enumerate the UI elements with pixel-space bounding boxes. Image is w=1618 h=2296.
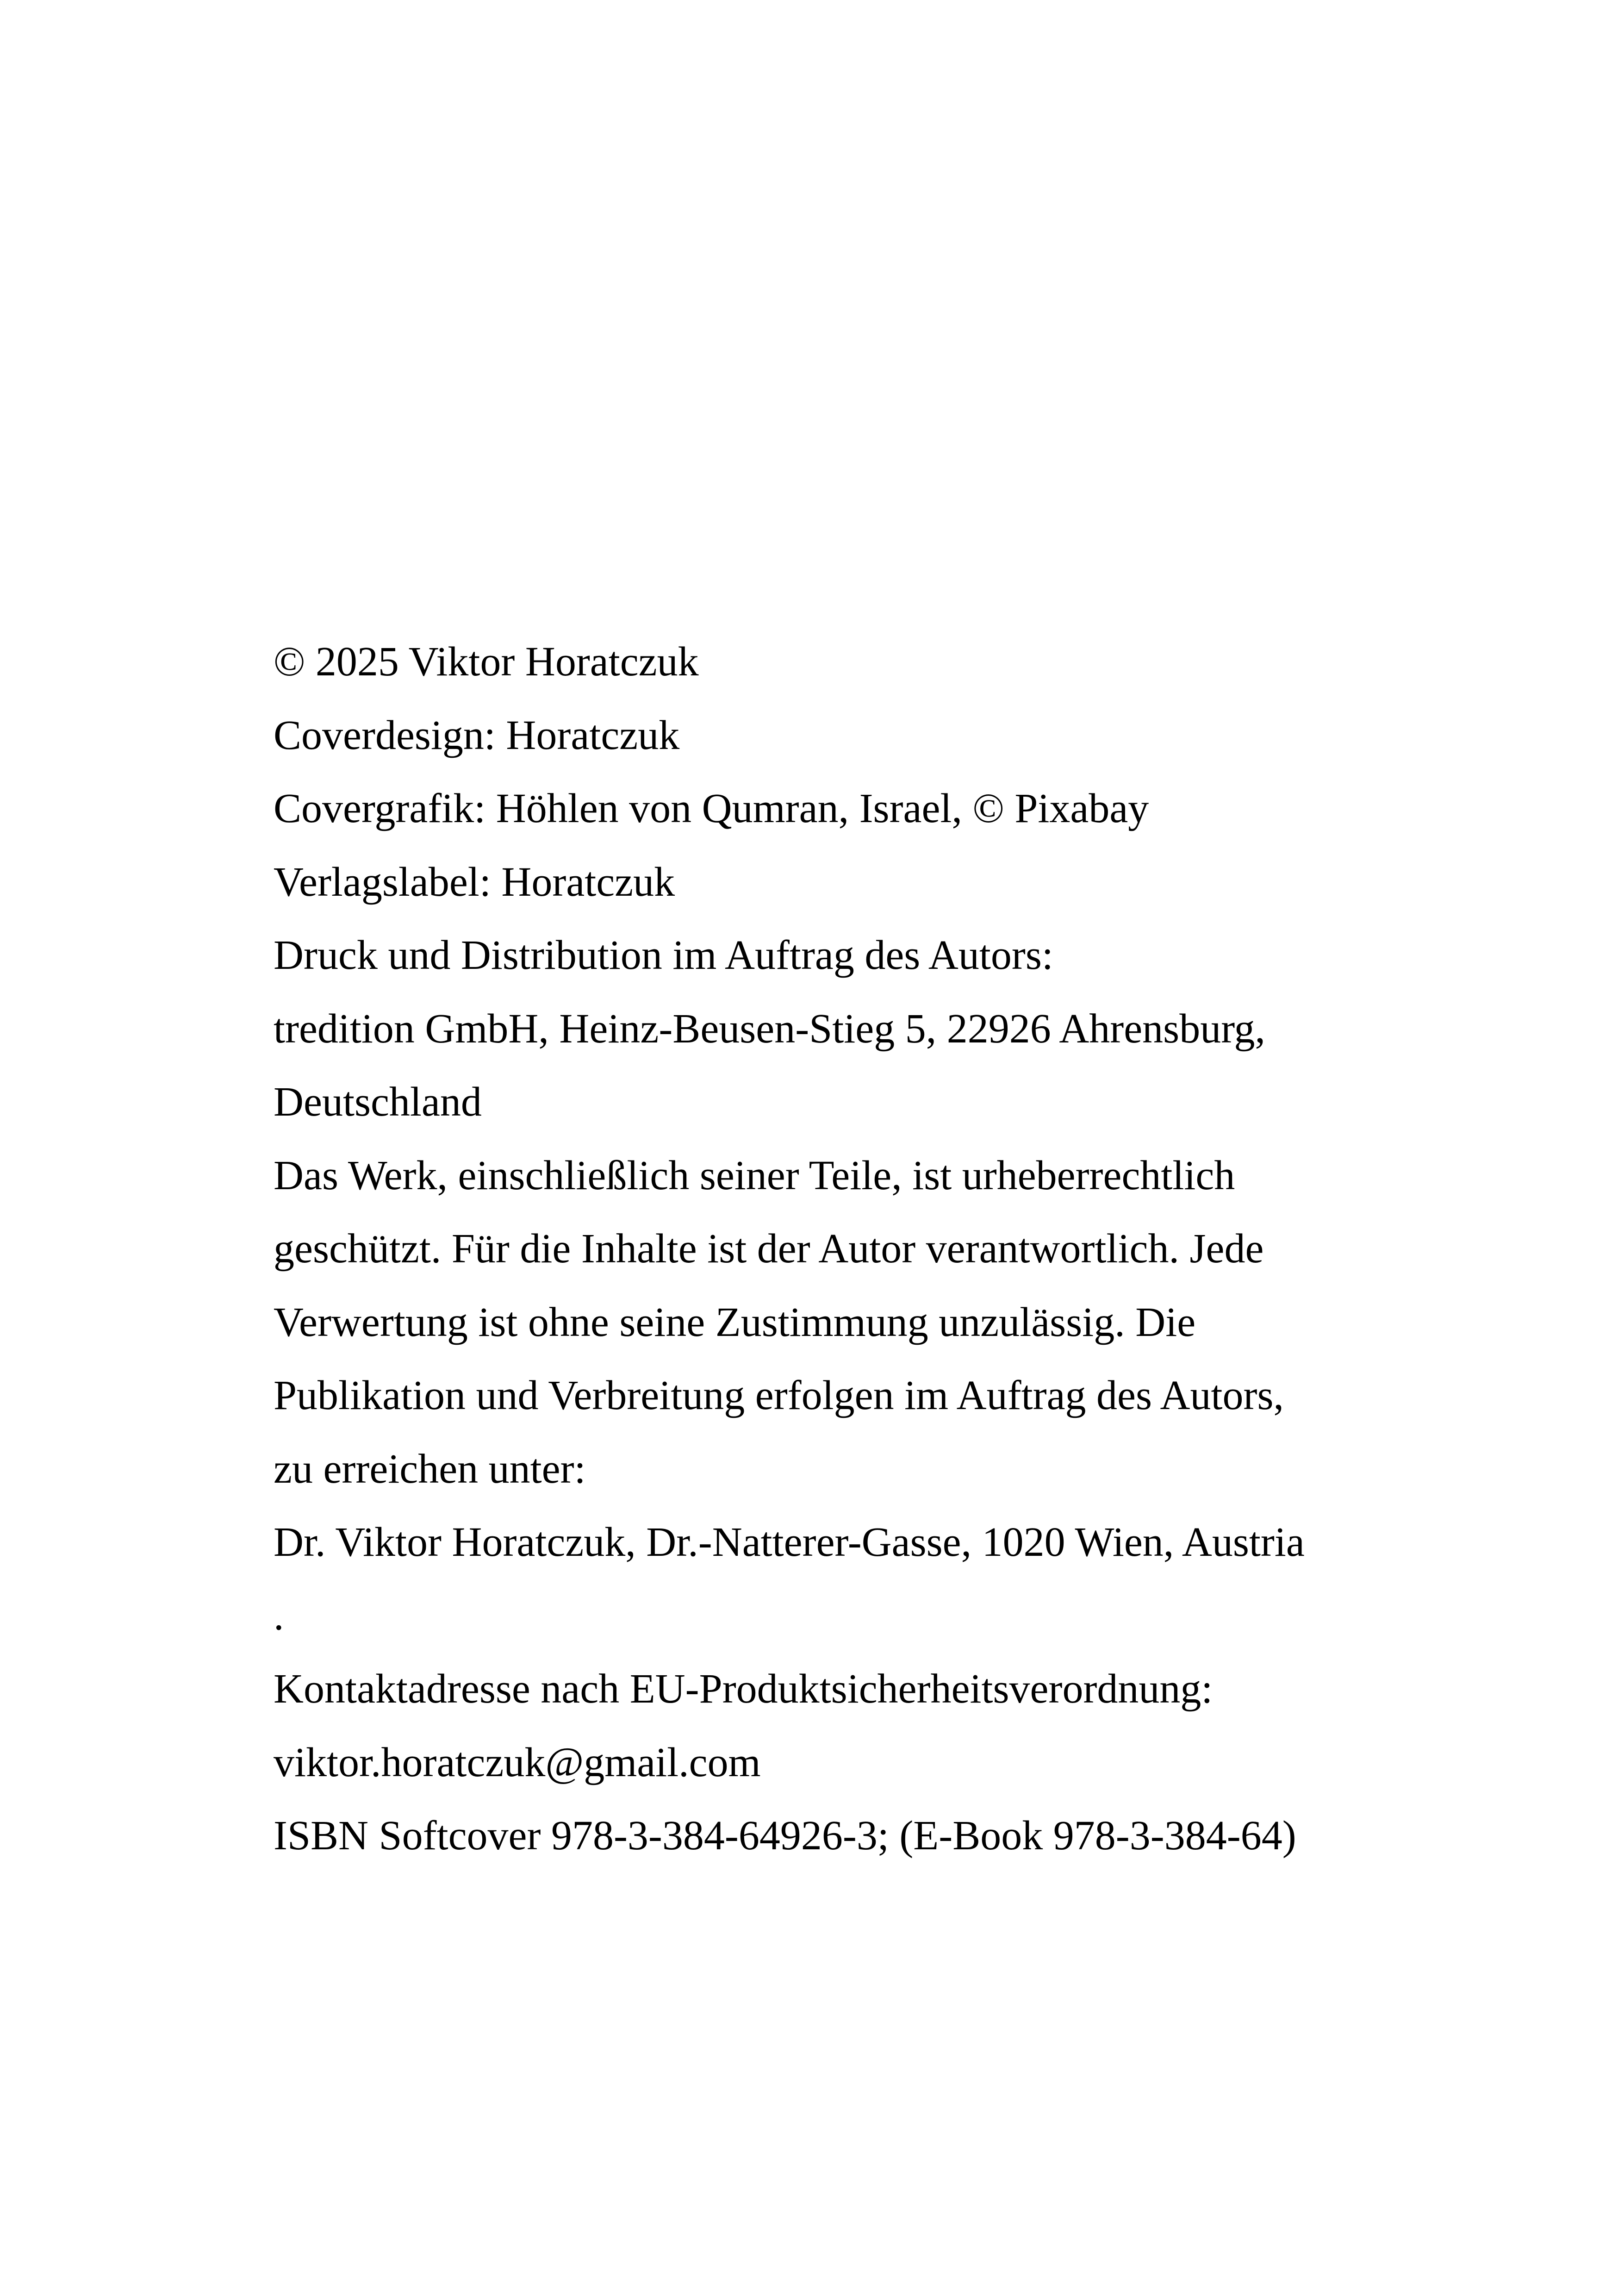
author-address-line: Dr. Viktor Horatczuk, Dr.-Natterer-Gasse, 1020 Wien, Austria [274,1519,1305,1565]
publisher-label-line: Verlagslabel: Horatczuk [274,859,675,905]
contact-email: viktor.horatczuk@gmail.com [274,1739,761,1785]
isbn-line: ISBN Softcover 978-3-384-64926-3; (E-Book 978-3-384-64) [274,1813,1296,1859]
cover-graphic-line: Covergrafik: Höhlen von Qumran, Israel, © Pixabay [274,786,1149,831]
print-distribution-heading: Druck und Distribution im Auftrag des Autors: [274,932,1053,978]
contact-heading: Kontaktadresse nach EU-Produktsicherheitsverordnung: [274,1666,1213,1712]
rights-notice-line: geschützt. Für die Inhalte ist der Autor verantwortlich. Jede [274,1226,1264,1272]
cover-design-line: Coverdesign: Horatczuk [274,712,680,758]
copyright-line: © 2025 Viktor Horatczuk [274,639,699,685]
printer-address-line: tredition GmbH, Heinz-Beusen-Stieg 5, 22926 Ahrensburg, [274,1005,1266,1052]
rights-notice-line: zu erreichen unter: [274,1446,586,1492]
rights-notice-line: Publikation und Verbreitung erfolgen im Auftrag des Autors, [274,1373,1284,1418]
imprint-block [274,625,1394,1873]
rights-notice-line: Das Werk, einschließlich seiner Teile, ist urheberrechtlich [274,1152,1235,1198]
rights-notice-line: Verwertung ist ohne seine Zustimmung unzulässig. Die [274,1299,1196,1345]
author-address-period: . [274,1592,284,1639]
printer-country-line: Deutschland [274,1079,482,1125]
